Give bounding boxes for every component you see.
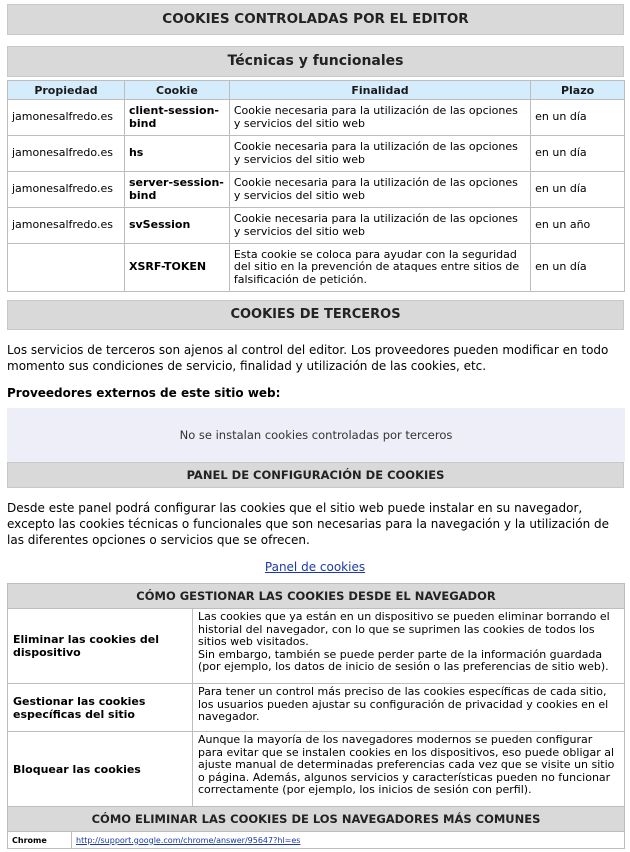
row-label: Gestionar las cookies específicas del sitio: [8, 684, 193, 732]
column-header-propiedad: Propiedad: [8, 81, 125, 100]
table-row: [8, 244, 625, 292]
row-label: Bloquear las cookies: [8, 732, 193, 807]
terceros-intro: Los servicios de terceros son ajenos al control del editor. Los proveedores pueden modificar en todo momento sus condiciones de servicio, finalidad y utilización de las cookies, etc.: [7, 343, 609, 373]
column-header-plazo: Plazo: [531, 81, 625, 100]
page-title: COOKIES CONTROLADAS POR EL EDITOR: [7, 4, 624, 35]
row-text-line: Las cookies que ya están en un dispositivo se pueden eliminar borrando el historial del navegador, con lo que se suprimen las cookies de todos los sitios web visitados.: [198, 610, 610, 648]
cell-plazo: en un día: [531, 244, 625, 292]
cookies-table: [7, 80, 625, 292]
section-title-tecnicas: Técnicas y funcionales: [7, 46, 624, 77]
table-row: [8, 832, 625, 849]
table-row: [8, 208, 625, 244]
browser-url-cell: [72, 832, 625, 849]
browser-name: Chrome: [8, 832, 72, 849]
cell-plazo: en un día: [531, 172, 625, 208]
table-row: [8, 172, 625, 208]
chrome-help-link[interactable]: http://support.google.com/chrome/answer/95647?hl=es: [76, 835, 301, 845]
table-row: [8, 609, 625, 684]
section-title-terceros: COOKIES DE TERCEROS: [7, 300, 624, 330]
column-header-cookie: Cookie: [124, 81, 229, 100]
row-text: Para tener un control más preciso de las cookies específicas de cada sitio, los usuarios pueden ajustar su configuración de privacidad y cookies en el navegador.: [193, 684, 625, 732]
cell-cookie: client-session-bind: [124, 100, 229, 136]
row-text-line: Sin embargo, también se puede perder parte de la información guardada (por ejemplo, los datos de inicio de sesión o las preferencias de sitio web).: [198, 647, 609, 673]
cell-plazo: en un día: [531, 100, 625, 136]
cell-cookie: svSession: [124, 208, 229, 244]
cell-finalidad: Cookie necesaria para la utilización de las opciones y servicios del sitio web: [229, 208, 530, 244]
cell-plazo: en un día: [531, 136, 625, 172]
table-header-row: [8, 81, 625, 100]
table-row: [8, 136, 625, 172]
cell-propiedad: jamonesalfredo.es: [8, 208, 125, 244]
manage-cookies-title: CÓMO GESTIONAR LAS COOKIES DESDE EL NAVEGADOR: [8, 584, 625, 609]
table-row: [8, 732, 625, 807]
cell-finalidad: Esta cookie se coloca para ayudar con la seguridad del sitio en la prevención de ataques entre sitios de falsificación de petición.: [229, 244, 530, 292]
table-row: [8, 100, 625, 136]
no-third-party-notice: No se instalan cookies controladas por terceros: [7, 408, 625, 462]
row-text: Aunque la mayoría de los navegadores modernos se pueden configurar para evitar que se instalen cookies en los dispositivos, eso puede obligar al ajuste manual de determinadas preferencias cada vez que se visite un sitio o página. Además, algunos servicios y características pueden no funcionar correctamente (por ejemplo, los inicios de sesión con perfil).: [193, 732, 625, 807]
row-label: Eliminar las cookies del dispositivo: [8, 609, 193, 684]
delete-cookies-title: CÓMO ELIMINAR LAS COOKIES DE LOS NAVEGADORES MÁS COMUNES: [8, 807, 625, 832]
cell-propiedad: jamonesalfredo.es: [8, 172, 125, 208]
row-text: [193, 609, 625, 684]
browser-links-table: [7, 831, 625, 849]
column-header-finalidad: Finalidad: [229, 81, 530, 100]
cell-propiedad: jamonesalfredo.es: [8, 136, 125, 172]
cell-finalidad: Cookie necesaria para la utilización de las opciones y servicios del sitio web: [229, 136, 530, 172]
section-title-panel: PANEL DE CONFIGURACIÓN DE COOKIES: [7, 462, 624, 488]
cell-propiedad: jamonesalfredo.es: [8, 100, 125, 136]
cell-propiedad: [8, 244, 125, 292]
cell-cookie: XSRF-TOKEN: [124, 244, 229, 292]
cell-finalidad: Cookie necesaria para la utilización de las opciones y servicios del sitio web: [229, 100, 530, 136]
cell-finalidad: Cookie necesaria para la utilización de las opciones y servicios del sitio web: [229, 172, 530, 208]
cell-cookie: server-session-bind: [124, 172, 229, 208]
table-row: [8, 684, 625, 732]
cell-plazo: en un año: [531, 208, 625, 244]
cell-cookie: hs: [124, 136, 229, 172]
panel-de-cookies-link[interactable]: Panel de cookies: [264, 560, 366, 574]
manage-cookies-table: [7, 583, 625, 832]
providers-title: Proveedores externos de este sitio web:: [7, 386, 281, 400]
panel-link-container: [0, 560, 630, 574]
panel-description: Desde este panel podrá configurar las cookies que el sitio web puede instalar en su navegador, excepto las cookies técnicas o funcionales que son necesarias para la navegación y la utilización de las diferentes opciones o servicios que se ofrecen.: [7, 501, 609, 547]
